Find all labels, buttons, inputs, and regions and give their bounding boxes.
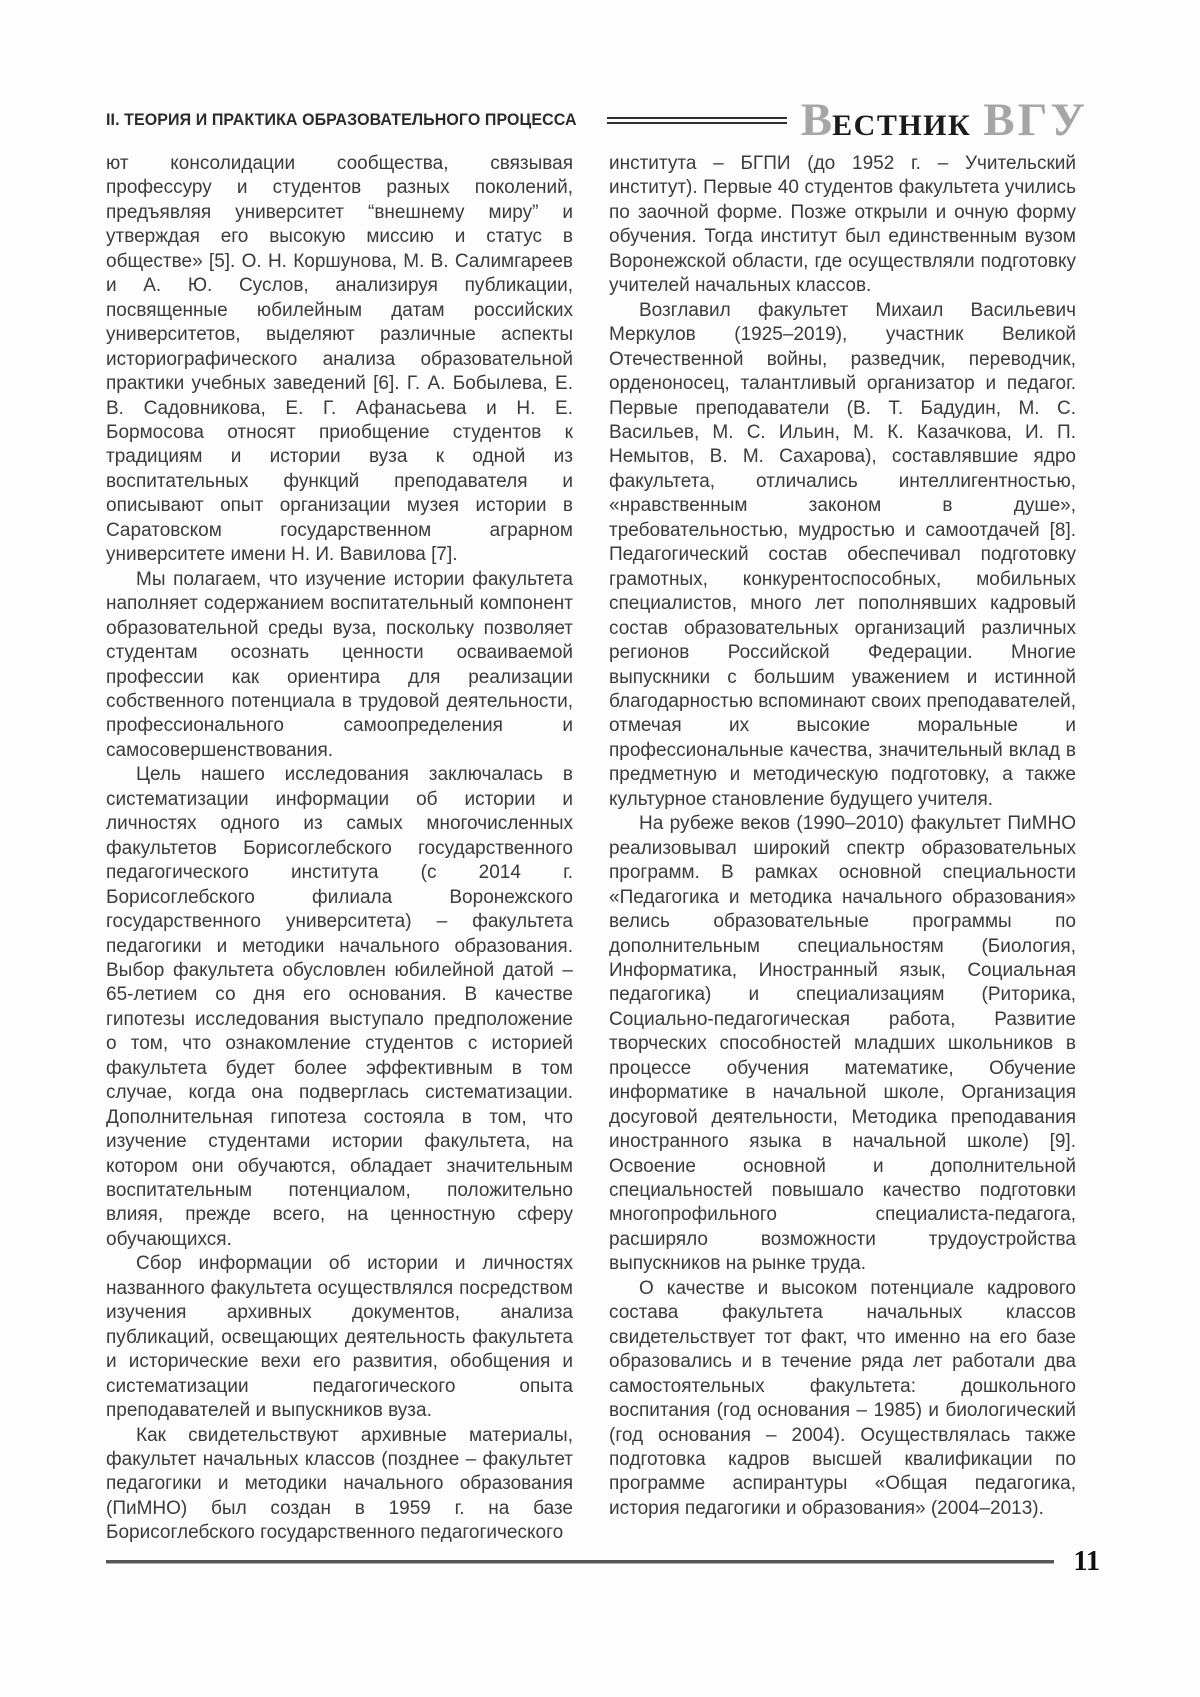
paragraph: ют консолидации сообщества, связывая профессуру и студентов разных поколений, предъявляя университет “внешнему миру” и утверждая его высокую миссию и статус в обществе» [5]. О. Н. Коршунова, М. В. Салимгареев и А. Ю. Суслов, анализируя публикации, посвященные юбилейным датам российских университетов, выделяют различные аспекты историографического анализа образовательной практики учебных заведений [6]. Г. А. Бобылева, Е. В. Садовникова, Е. Г. Афанасьева и Н. Е. Бормосова относят приобщение студентов к традициям и истории вуза к одной из воспитательных функций преподавателя и описывают опыт организации музея истории в Саратовском государственном аграрном университете имени Н. И. Вавилова [7]. — [106, 153, 573, 566]
paragraph: института – БГПИ (до 1952 г. – Учительский институт). Первые 40 студентов факультета учились по заочной форме. Позже открыли и очную форму обучения. Тогда институт был единственным вузом Воронежской области, где осуществляли подготовку учителей начальных классов. — [609, 153, 1076, 297]
journal-logo — [800, 93, 1088, 146]
paragraph: Возглавил факультет Михаил Васильевич Меркулов (1925–2019), участник Великой Отечественной войны, разведчик, переводчик, орденоносец, талантливый организатор и педагог. Первые преподаватели (В. Т. Бадудин, М. С. Васильев, М. С. Ильин, М. К. Казачкова, И. П. Немытов, В. М. Сахарова), составлявшие ядро факультета, отличались интеллигентностью, «нравственным законом в душе», требовательностью, мудростью и самоотдачей [8]. Педагогический состав обеспечивал подготовку грамотных, конкурентоспособных, мобильных специалистов, много лет пополнявших кадровый состав образовательных организаций различных регионов Российской Федерации. Многие выпускники с большим уважением и истинной благодарностью вспоминают своих преподавателей, отмечая их высокие моральные и профессиональные качества, значительный вклад в предметную и методическую подготовку, а также культурное становление будущего учителя. — [609, 299, 1076, 810]
journal-logo-abbr: ВГУ — [983, 93, 1088, 146]
paragraph: О качестве и высоком потенциале кадрового состава факультета начальных классов свидетельствует тот факт, что именно на его базе образовались и в течение ряда лет работали два самостоятельных факультета: дошкольного воспитания (год основания – 1985) и биологический (год основания – 2004). Осуществлялась также подготовка кадров высшей квалификации по программе аспирантуры «Общая педагогика, история педагогики и образования» (2004–2013). — [609, 1277, 1076, 1519]
paragraph: Цель нашего исследования заключалась в систематизации информации об истории и личностях одного из самых многочисленных факультетов Борисоглебского государственного педагогического института (с 2014 г. Борисоглебского филиала Воронежского государственного университета) – факультета педагогики и методики начального образования. Выбор факультета обусловлен юбилейной датой – 65-летием со дня его основания. В качестве гипотезы исследования выступало предположение о том, что ознакомление студентов с историей факультета будет более эффективным в том случае, когда она подверглась систематизации. Дополнительная гипотеза состояла в том, что изучение студентами истории факультета, на котором они обучаются, обладает значительным воспитательным потенциалом, положительно влияя, прежде всего, на ценностную сферу обучающихся. — [106, 764, 573, 1250]
paragraph: Мы полагаем, что изучение истории факультета наполняет содержанием воспитательный компонент образовательной среды вуза, поскольку позволяет студентам осознать ценности осваиваемой профессии как ориентира для реализации собственного потенциала в трудовой деятельности, профессионального самоопределения и самосовершенствования. — [106, 568, 573, 761]
section-title: II. ТЕОРИЯ И ПРАКТИКА ОБРАЗОВАТЕЛЬНОГО ПРОЦЕССА — [106, 110, 577, 129]
page-footer — [106, 1544, 1100, 1580]
right-column — [609, 152, 1076, 1519]
journal-logo-name: ЕСТНИК — [832, 108, 972, 142]
journal-logo-initial: В — [800, 93, 833, 146]
page-number: 11 — [1073, 1546, 1100, 1577]
footer-rule — [106, 1560, 1054, 1564]
header-rule — [607, 117, 787, 124]
paragraph: Сбор информации об истории и личностях названного факультета осуществлялся посредством изучения архивных документов, анализа публикаций, освещающих деятельность факультета и исторические вехи его развития, обобщения и систематизации педагогического опыта преподавателей и выпускников вуза. — [106, 1253, 573, 1422]
paragraph: Как свидетельствуют архивные материалы, факультет начальных классов (позднее – факультет педагогики и методики начального образования (ПиМНО) был создан в 1959 г. на базе Борисоглебского государственного педагогического — [106, 1424, 573, 1544]
paragraph: На рубеже веков (1990–2010) факультет ПиМНО реализовывал широкий спектр образовательных программ. В рамках основной специальности «Педагогика и методика начального образования» велись образовательные программы по дополнительным специальностям (Биология, Информатика, Иностранный язык, Социальная педагогика) и специализациям (Риторика, Социально-педагогическая работа, Развитие творческих способностей младших школьников в процессе обучения математике, Обучение информатике в начальной школе, Организация досуговой деятельности, Методика преподавания иностранного языка в начальной школе) [9]. Освоение основной и дополнительной специальностей повышало качество подготовки многопрофильного специалиста-педагога, расширяло возможности трудоустройства выпускников на рынке труда. — [609, 813, 1076, 1275]
article-body — [106, 152, 1076, 1544]
page-header — [106, 93, 1088, 146]
left-column — [106, 152, 573, 1544]
